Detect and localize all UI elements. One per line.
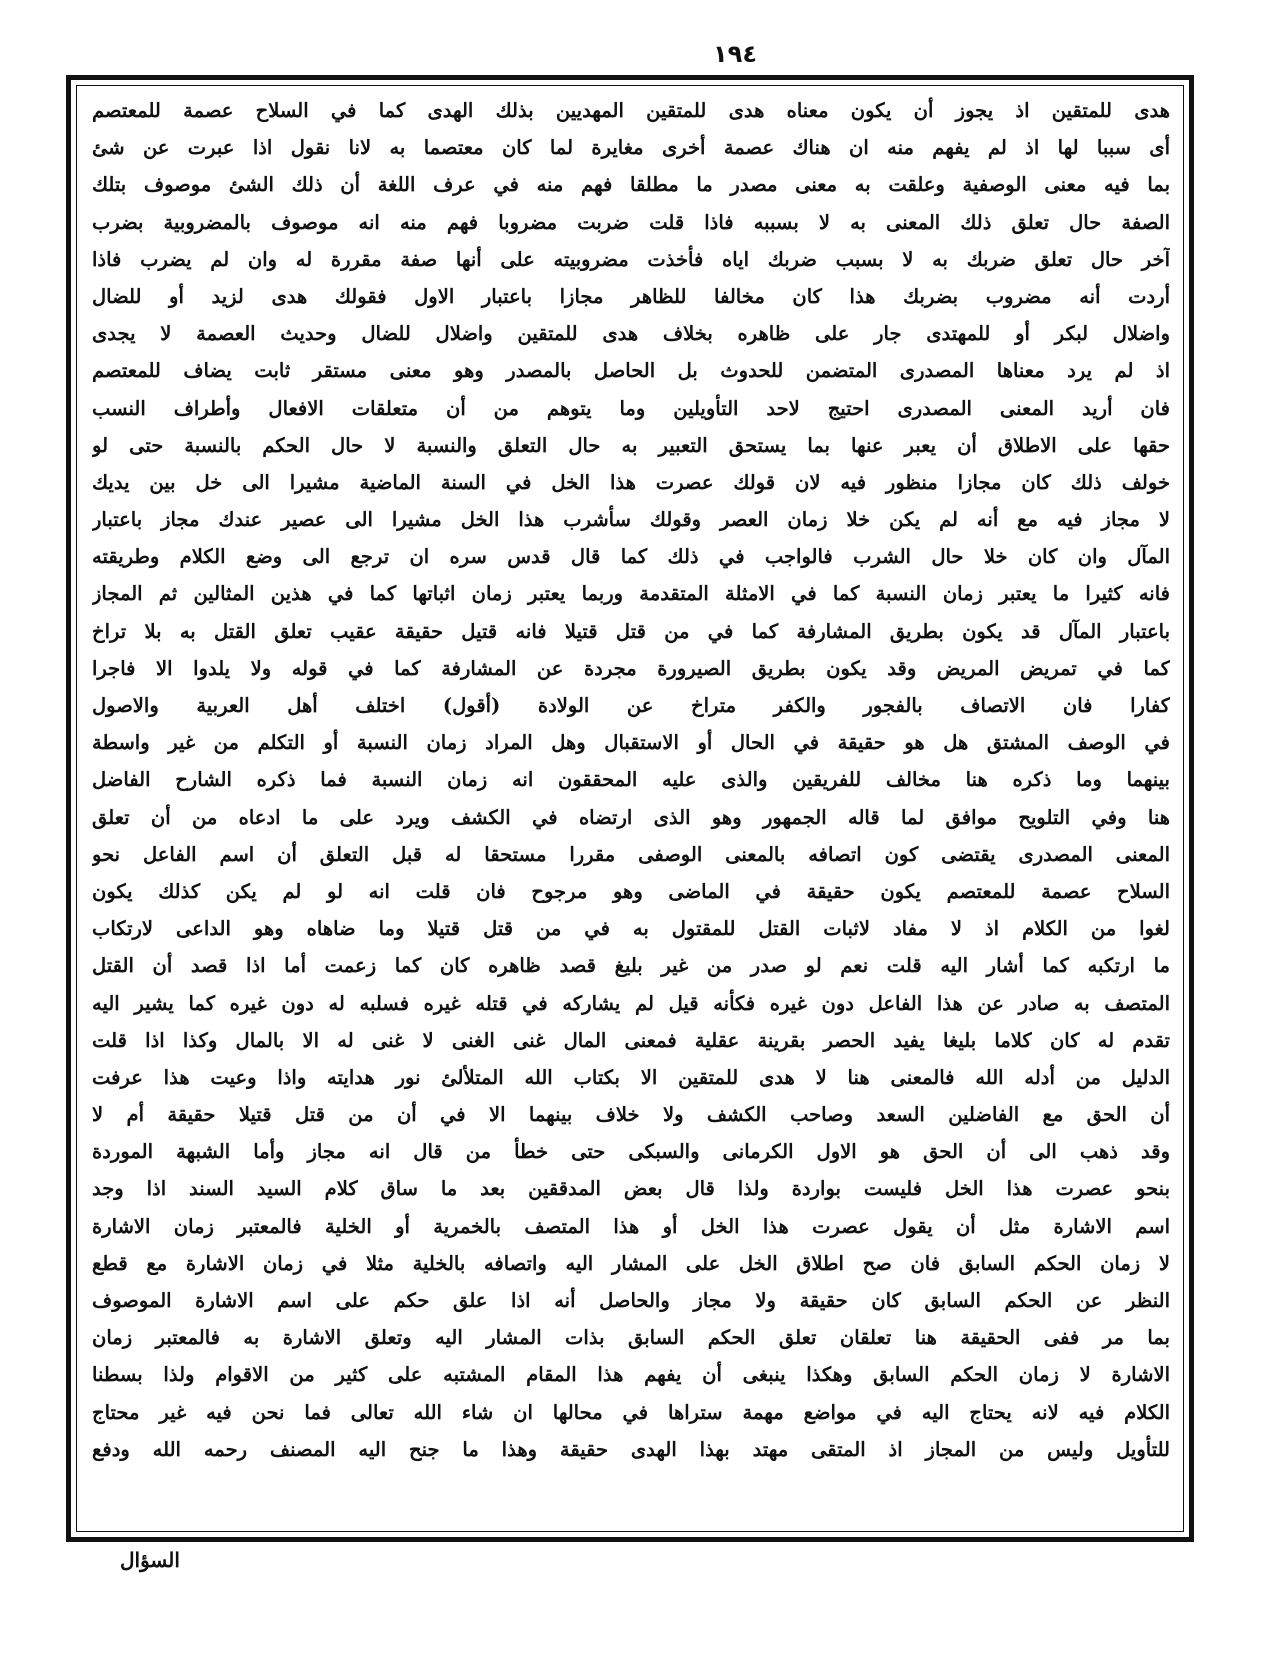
catchword: السؤال (120, 1548, 180, 1572)
page-number: ١٩٤ (713, 40, 757, 68)
text-line: أن الحق مع الفاضلين السعد وصاحب الكشف ولا خلاف بينهما الا في أن من قتل قتيلا حقيقة أم لا (92, 1103, 1170, 1127)
text-line: كفارا فان الاتصاف بالفجور والكفر متراخ عن الولادة (أقول) اختلف أهل العربية والاصول (92, 694, 1170, 717)
text-line: وقد ذهب الى أن الحق هو الاول الكرمانى والسبكى حتى خطأ من قال انه مجاز وأما الشبهة الموردة (92, 1140, 1170, 1164)
text-line: آخر حال تعلق ضربك به لا بسبب ضربك اياه فأخذت مضروبيته على أنها صفة مقررة له وان لم يضرب فاذا (92, 247, 1170, 271)
text-line: لا مجاز فيه مع أنه لم يكن خلا زمان العصر وقولك سأشرب هذا الخل مشيرا الى عصير عندك مجاز باعتبار (92, 508, 1170, 532)
text-line: بنحو عصرت هذا الخل فليست بواردة ولذا قال بعض المدققين بعد ما ساق كلام السيد السند اذا وجد (92, 1177, 1170, 1201)
text-line: السلاح عصمة للمعتصم يكون حقيقة في الماضى وهو مرجوح فان قلت انه لو لم يكن كذلك يكون (92, 879, 1170, 903)
text-line: واضلال لبكر أو للمهتدى جار على ظاهره بخلاف هدى للمتقين واضلال للضال وحديث العصمة لا يجدى (92, 322, 1170, 346)
text-line: اذ لم يرد معناها المصدرى المتضمن للحدوث بل الحاصل بالمصدر وهو معنى مستقر ثابت يضاف للمعتصم (92, 359, 1170, 383)
text-line: بما فيه معنى الوصفية وعلقت به معنى مصدر ما مطلقا فهم منه في عرف اللغة أن ذلك الشئ موصوف بتلك (92, 173, 1170, 197)
text-line: اسم الاشارة مثل أن يقول عصرت هذا الخل أو هذا المتصف بالخمرية أو الخلية فالمعتبر زمان الاشارة (92, 1214, 1170, 1238)
text-line: حقها على الاطلاق أن يعبر عنها بما يستحق التعبير به حال التعلق والنسبة لا حال الحكم بالنسبة حتى لو (92, 433, 1170, 457)
text-line: المعنى المصدرى يقتضى كون اتصافه بالمعنى الوصفى مقررا مستحقا له قبل التعلق أن اسم الفاعل نحو (92, 842, 1170, 866)
text-line: الدليل من أدله الله فالمعنى هنا لا هدى للمتقين الا بكتاب الله المتلألئ نور هدايته واذا وعيت هذا عرفت (92, 1065, 1170, 1089)
text-line: المآل وان كان خلا حال الشرب فالواجب في ذلك كما قال قدس سره ان ترجع الى وضع الكلام وطريقته (92, 545, 1170, 569)
text-line: لغوا من الكلام اذ لا مفاد لاثبات القتل للمقتول به في من قتل قتيلا وما ضاهاه وهو الداعى لارتكاب (92, 917, 1170, 941)
text-line: كما في تمريض المريض وقد يكون بطريق الصيرورة مجردة عن المشارفة كما في قوله ولا يلدوا الا فاجرا (92, 656, 1170, 680)
text-line: أى سببا لها اذ لم يفهم منه ان هناك عصمة أخرى مغايرة لما كان معتصما به لانا نقول اذا عبرت عن شئ (92, 136, 1170, 160)
text-line: النظر عن الحكم السابق كان حقيقة ولا مجاز والحاصل أنه اذا علق حكم على اسم الاشارة الموصوف (92, 1289, 1170, 1312)
text-line: أردت أنه مضروب بضربك هذا كان مخالفا للظاهر مجازا باعتبار الاول فقولك هدى لزيد أو للضال (92, 284, 1170, 308)
text-line: ما ارتكبه كما أشار اليه قلت نعم لو صدر من غير بليغ قصد ظاهره كان كما زعمت أما اذا قصد أن القتل (92, 954, 1170, 978)
text-line: تقدم له كان كلاما بليغا يفيد الحصر بقرينة عقلية فمعنى المال غنى الغنى لا غنى له الا بالمال وكذا اذا قلت (92, 1028, 1170, 1052)
text-line: الكلام فيه لانه يحتاج اليه في مواضع مهمة ستراها في محالها ان شاء الله تعالى فما نحن فيه غير محتاج (92, 1400, 1170, 1424)
text-line: الاشارة لا زمان الحكم السابق وهكذا ينبغى أن يفهم هذا المقام المشتبه على كثير من الاقوام ولذا بسطنا (92, 1363, 1170, 1387)
text-line: في الوصف المشتق هل هو حقيقة في الحال أو الاستقبال وهل المراد زمان النسبة أو التكلم من غير واسطة (92, 731, 1170, 755)
text-line: خولف ذلك كان مجازا منظور فيه لان قولك عصرت هذا الخل في السنة الماضية مشيرا الى خل بين يديك (92, 470, 1170, 494)
text-line: بما مر ففى الحقيقة هنا تعلقان تعلق الحكم السابق بذات المشار اليه وتعلق الاشارة به فالمعتبر زمان (92, 1326, 1170, 1350)
text-line: فانه كثيرا ما يعتبر زمان النسبة كما في الامثلة المتقدمة وربما يعتبر زمان اثباتها كما في هذين المثالين ثم المجاز (92, 582, 1170, 606)
text-line: الصفة حال تعلق ذلك المعنى به لا بسببه فاذا قلت ضربت مضروبا فهم منه انه موصوف بالمضروبية بضرب (92, 210, 1170, 234)
text-line: هنا وفي التلويح موافق لما قاله الجمهور وهو الذى ارتضاه في الكشف ويرد على ما ادعاه من أن تعلق (92, 805, 1170, 829)
text-line: باعتبار المآل قد يكون بطريق المشارفة كما في من قتل قتيلا فانه قتيل حقيقة عقيب تعلق القتل به بلا تراخ (92, 619, 1170, 643)
text-line: المتصف به صادر عن هذا الفاعل دون غيره فكأنه قيل لم يشاركه في قتله غيره فسلبه له دون غيره كما يشير اليه (92, 991, 1170, 1015)
text-line: لا زمان الحكم السابق فان صح اطلاق الخل على المشار اليه واتصافه بالخلية مثلا في زمان الاشارة مع قطع (92, 1251, 1170, 1275)
main-text-block (92, 92, 1170, 1522)
text-line: فان أريد المعنى المصدرى احتيج لاحد التأويلين وما يتوهم من أن متعلقات الافعال وأطراف النسب (92, 396, 1170, 420)
text-line: للتأويل وليس من المجاز اذ المتقى مهتد بهذا الهدى حقيقة وهذا ما جنح اليه المصنف رحمه الله ودفع (92, 1437, 1170, 1461)
text-line: هدى للمتقين اذ يجوز أن يكون معناه هدى للمتقين المهديين بذلك الهدى كما في السلاح عصمة للمعتصم (92, 99, 1170, 122)
text-line: بينهما وما ذكره هنا مخالف للفريقين والذى عليه المحققون انه زمان النسبة فما ذكره الشارح الفاضل (92, 768, 1170, 792)
